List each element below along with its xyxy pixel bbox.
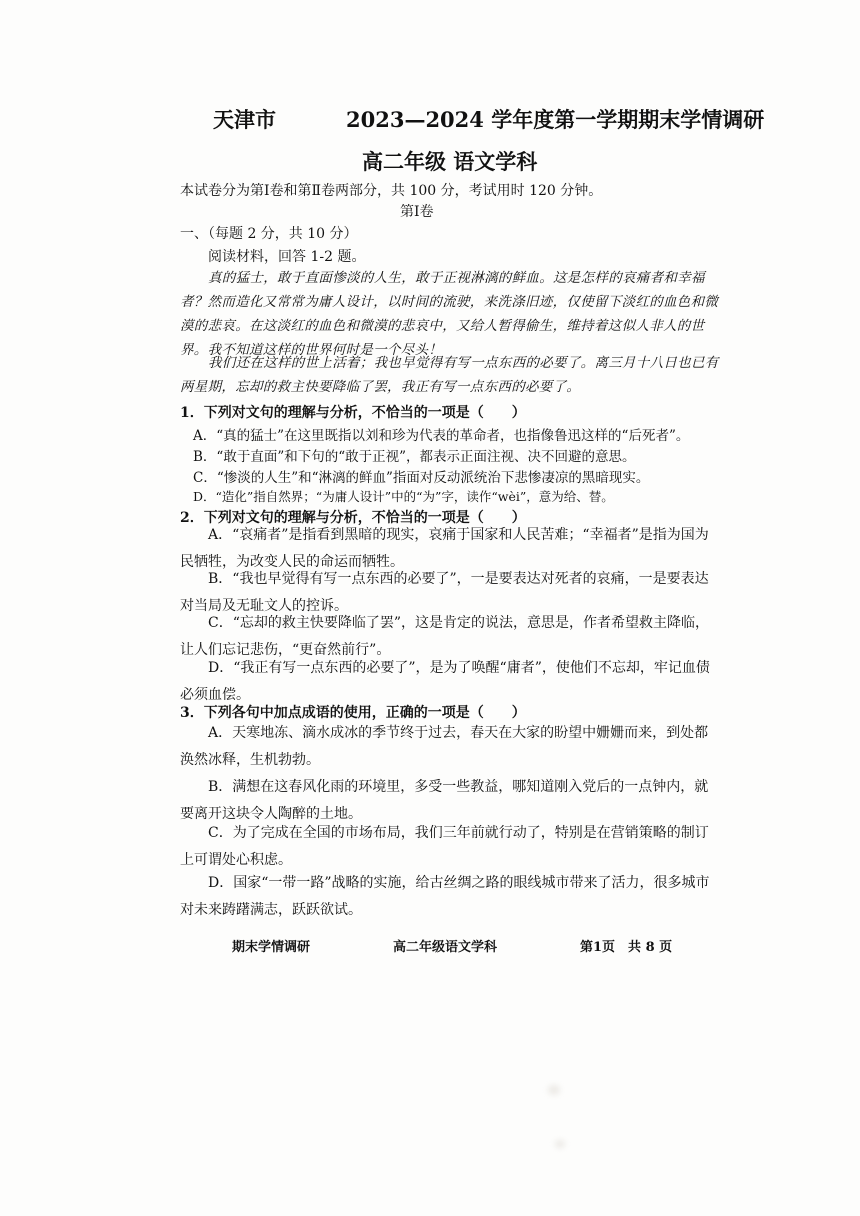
section-heading: 一、（每题 2 分，共 10 分） bbox=[180, 226, 358, 242]
city-label: 天津市 bbox=[213, 107, 276, 132]
exam-intro: 本试卷分为第Ⅰ卷和第Ⅱ卷两部分，共 100 分，考试用时 120 分钟。 bbox=[180, 183, 603, 199]
question-2-option-d: D．“我正有写一点东西的必要了”，是为了唤醒“庸者”，使他们不忘却，牢记血债必须血偿。 bbox=[180, 660, 710, 703]
passage-paragraph-2: 我们还在这样的世上活着；我也早觉得有写一点东西的必要了。离三月十八日也已有两星期，忘却的救主快要降临了罢，我正有写一点东西的必要了。 bbox=[180, 355, 719, 395]
scan-smudge bbox=[555, 1140, 565, 1148]
question-2-stem: 2．下列对文句的理解与分析，不恰当的一项是（ ） bbox=[180, 510, 526, 526]
question-1-option-d: D．“造化”指自然界；“为庸人设计”中的“为”字，读作“wèi”，意为给、替。 bbox=[193, 489, 614, 504]
footer-center: 高二年级语文学科 bbox=[393, 940, 498, 955]
exam-subtitle: 高二年级 语文学科 bbox=[362, 149, 538, 174]
exam-title: 2023—2024 学年度第一学期期末学情调研 bbox=[346, 107, 765, 132]
question-1-option-b: B．“敢于直面”和下句的“敢于正视”，都表示正面注视、决不回避的意思。 bbox=[193, 449, 636, 465]
question-3-option-c: C．为了完成在全国的市场布局，我们三年前就行动了，特别是在营销策略的制订上可谓处心积虑。 bbox=[180, 825, 709, 868]
question-2-option-c: C．“忘却的救主快要降临了罢”，这是肯定的说法，意思是，作者希望救主降临，让人们忘记悲伤，“更奋然前行”。 bbox=[180, 615, 710, 658]
part-label: 第Ⅰ卷 bbox=[400, 204, 434, 220]
question-3-option-a: A．天寒地冻、滴水成冰的季节终于过去，春天在大家的盼望中姗姗而来，到处都涣然冰释，生机勃勃。 bbox=[180, 725, 709, 768]
question-3-option-b: B．满想在这春风化雨的环境里，多受一些教益，哪知道刚入党后的一点钟内，就要离开这块令人陶醉的土地。 bbox=[180, 779, 709, 822]
scan-smudge bbox=[548, 1085, 560, 1095]
question-2-option-b: B．“我也早觉得有写一点东西的必要了”，一是要表达对死者的哀痛，一是要表达对当局及无耻文人的控诉。 bbox=[180, 571, 709, 614]
section-instruction: 阅读材料，回答 1-2 题。 bbox=[208, 249, 366, 265]
question-1-option-c: C．“惨淡的人生”和“淋漓的鲜血”指面对反动派统治下悲惨凄凉的黑暗现实。 bbox=[193, 470, 650, 486]
question-3-stem: 3．下列各句中加点成语的使用，正确的一项是（ ） bbox=[180, 705, 526, 721]
footer-page-number: 第1页 共 8 页 bbox=[580, 940, 673, 955]
question-1-stem: 1．下列对文句的理解与分析，不恰当的一项是（ ） bbox=[180, 405, 526, 421]
question-3-option-d: D．国家“一带一路”战略的实施，给古丝绸之路的眼线城市带来了活力，很多城市对未来踌躇满志，跃跃欲试。 bbox=[180, 875, 710, 918]
question-2-option-a: A．“哀痛者”是指看到黑暗的现实，哀痛于国家和人民苦难；“幸福者”是指为国为民牺牲，为改变人民的命运而牺牲。 bbox=[180, 527, 709, 570]
footer-left: 期末学情调研 bbox=[232, 940, 311, 955]
passage-paragraph-1: 真的猛士，敢于直面惨淡的人生，敢于正视淋漓的鲜血。这是怎样的哀痛者和幸福者？然而造化又常常为庸人设计，以时间的流驶，来洗涤旧迹，仅使留下淡红的血色和微漠的悲哀。在这淡红的血色和微漠的悲哀中，又给人暂得偷生，维持着这似人非人的世界。我不知道这样的世界何时是一个尽头！ bbox=[180, 270, 719, 358]
question-1-option-a: A．“真的猛士”在这里既指以刘和珍为代表的革命者，也指像鲁迅这样的“后死者”。 bbox=[193, 428, 690, 444]
